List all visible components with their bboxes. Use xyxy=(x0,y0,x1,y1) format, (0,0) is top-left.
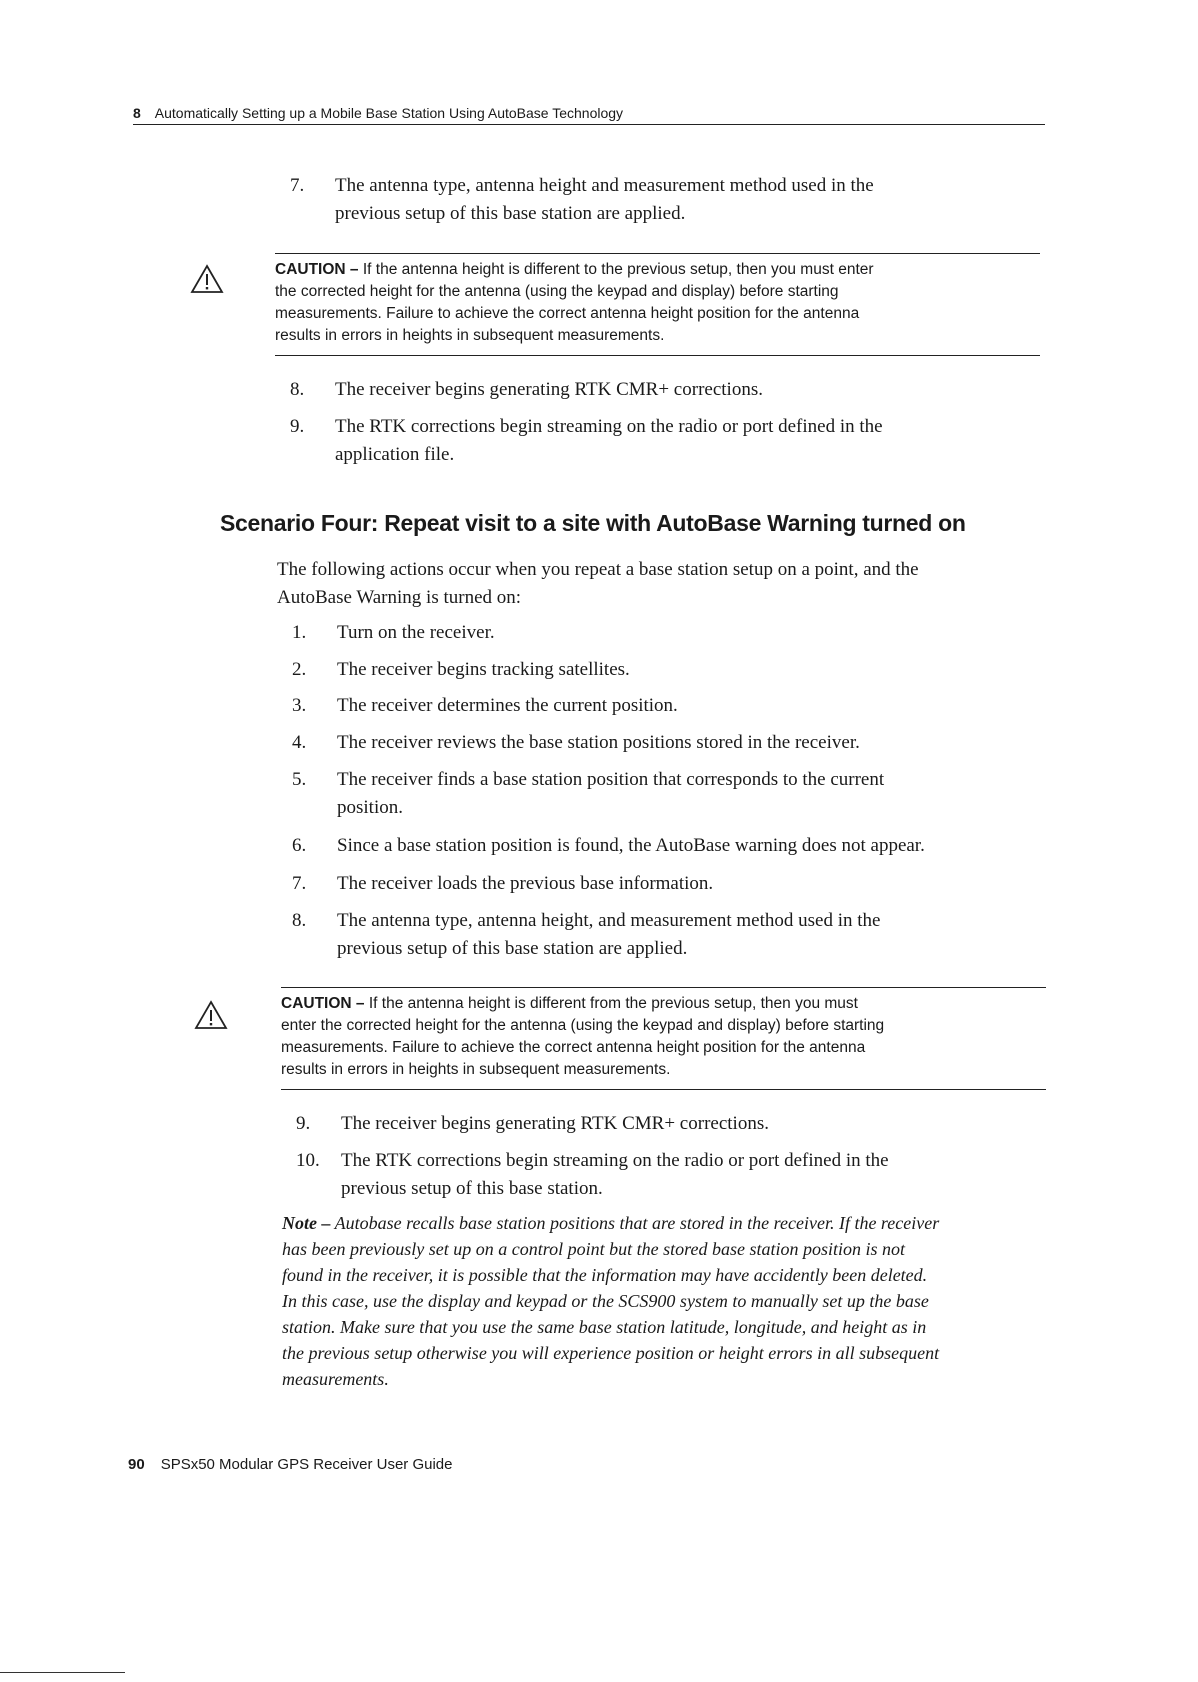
step-text: Turn on the receiver. xyxy=(337,622,495,643)
step-number: 4. xyxy=(292,732,307,753)
scan-edge-line xyxy=(0,1672,125,1673)
book-title: SPSx50 Modular GPS Receiver User Guide xyxy=(160,1456,453,1473)
list-item xyxy=(292,656,1052,684)
running-header xyxy=(133,105,1045,125)
step-number: 5. xyxy=(292,769,307,790)
step-number: 7. xyxy=(290,175,305,196)
caution-box: CAUTION – If the antenna height is different from the previous setup, then you must enter the corrected height for the antenna (using the keypad and display) before starting measurements. Failure to achieve the correct antenna height position for the antenna results in errors in heights in subsequent measurements. xyxy=(281,987,1046,1090)
warning-triangle-icon xyxy=(190,264,224,294)
section-heading: Scenario Four: Repeat visit to a site with AutoBase Warning turned on xyxy=(220,510,966,536)
list-item xyxy=(296,1147,1056,1203)
list-item xyxy=(292,619,1052,647)
step-number: 9. xyxy=(296,1113,311,1134)
list-item xyxy=(290,376,1050,404)
step-text: The RTK corrections begin streaming on the radio or port defined in the previous setup of this base station. xyxy=(341,1150,889,1199)
running-footer xyxy=(128,1456,452,1473)
list-item xyxy=(296,1110,1056,1138)
page-number: 90 xyxy=(128,1456,145,1473)
step-text: The receiver begins generating RTK CMR+ corrections. xyxy=(341,1113,769,1134)
intro-paragraph: The following actions occur when you repeat a base station setup on a point, and the AutoBase Warning is turned on: xyxy=(277,559,919,608)
caution-label: CAUTION – xyxy=(275,261,359,278)
list-item xyxy=(292,870,1052,898)
list-item xyxy=(292,729,1052,757)
step-number: 10. xyxy=(296,1150,320,1171)
step-number: 1. xyxy=(292,622,307,643)
step-text: Since a base station position is found, the AutoBase warning does not appear. xyxy=(337,835,925,856)
step-text: The receiver loads the previous base information. xyxy=(337,873,714,894)
step-number: 3. xyxy=(292,695,307,716)
step-number: 8. xyxy=(292,910,307,931)
step-number: 8. xyxy=(290,379,305,400)
list-item xyxy=(292,692,1052,720)
step-text: The antenna type, antenna height, and measurement method used in the previous setup of this base station are applied. xyxy=(337,910,881,959)
chapter-number: 8 xyxy=(133,105,141,121)
note-label: Note – xyxy=(282,1213,331,1233)
list-item xyxy=(292,832,1052,860)
step-text: The receiver determines the current position. xyxy=(337,695,678,716)
step-text: The receiver begins generating RTK CMR+ corrections. xyxy=(335,379,763,400)
step-text: The receiver finds a base station position that corresponds to the current position. xyxy=(337,769,885,818)
step-number: 6. xyxy=(292,835,307,856)
note-paragraph: Note – Autobase recalls base station positions that are stored in the receiver. If the receiver has been previously set up on a control point but the stored base station position is not found in the receiver, it is possible that the information may have accidently been deleted. In this case, use the display and keypad or the SCS900 system to manually set up the base station. Make sure that you use the same base station latitude, longitude, and height as in the previous setup otherwise you will experience position or height errors in all subsequent measurements. xyxy=(282,1213,940,1389)
chapter-title: Automatically Setting up a Mobile Base Station Using AutoBase Technology xyxy=(154,105,624,121)
step-text: The RTK corrections begin streaming on the radio or port defined in the application file. xyxy=(335,416,883,465)
list-item xyxy=(290,172,1050,228)
step-number: 7. xyxy=(292,873,307,894)
caution-label: CAUTION – xyxy=(281,995,365,1012)
list-item xyxy=(292,766,1052,822)
list-item xyxy=(290,413,1050,469)
step-number: 2. xyxy=(292,659,307,680)
step-text: The antenna type, antenna height and measurement method used in the previous setup of this base station are applied. xyxy=(335,175,874,224)
step-number: 9. xyxy=(290,416,305,437)
step-text: The receiver reviews the base station positions stored in the receiver. xyxy=(337,732,860,753)
caution-box: CAUTION – If the antenna height is different to the previous setup, then you must enter the corrected height for the antenna (using the keypad and display) before starting measurements. Failure to achieve the correct antenna height position for the antenna results in errors in heights in subsequent measurements. xyxy=(275,253,1040,356)
step-text: The receiver begins tracking satellites. xyxy=(337,659,630,680)
list-item xyxy=(292,907,1052,963)
warning-triangle-icon xyxy=(194,1000,228,1030)
